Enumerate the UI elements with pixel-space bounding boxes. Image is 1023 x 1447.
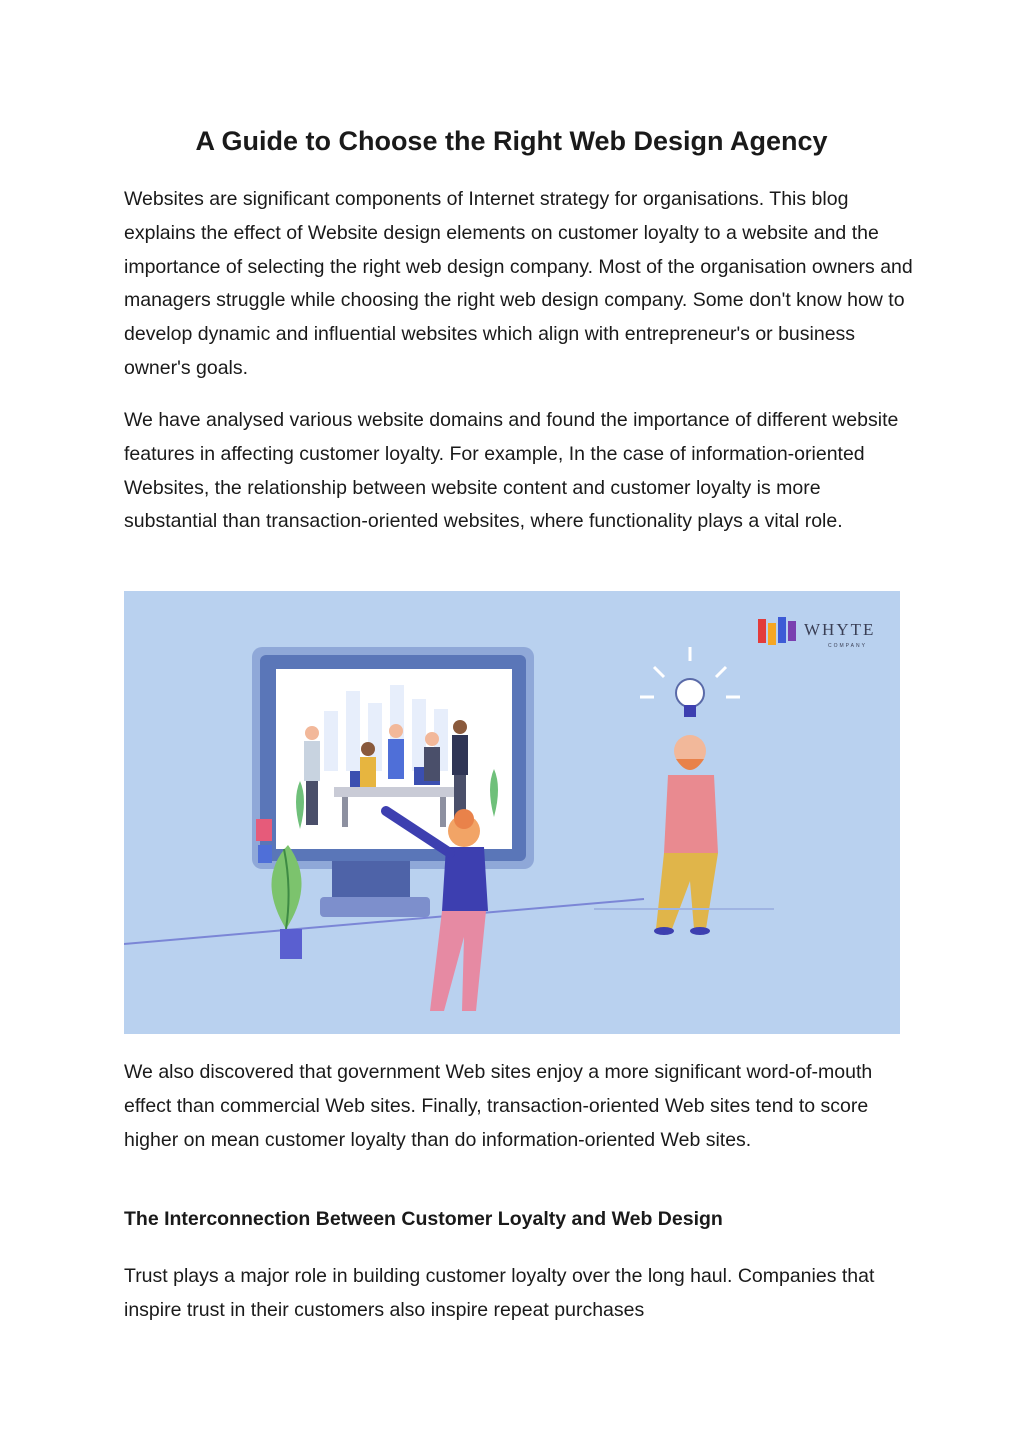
lightbulb-icon (640, 647, 740, 717)
findings-paragraph: We also discovered that government Web sites enjoy a more significant word-of-mouth effect than commercial Web sites. Finally, transaction-oriented Web sites tend to score higher on mean customer loyalty than do information-oriented Web sites. (124, 1061, 873, 1151)
intro-paragraph: Websites are significant components of Internet strategy for organisations. This blog explains the effect of Website design elements on customer loyalty to a website and the importance of selecting the right web design company. Most of the organisation owners and managers struggle while choosing the right web design company. Some don't know how to develop dynamic and influential websites which align with entrepreneur's or business owner's goals. (124, 188, 913, 379)
section-heading: The Interconnection Between Customer Loyalty and Web Design (124, 1208, 723, 1230)
logo-subtext: COMPANY (828, 643, 867, 649)
man-figure (594, 735, 774, 935)
analysis-paragraph: We have analysed various website domains and found the importance of different website features in affecting customer loyalty. For example, In the case of information-oriented Websites, the relationship between website content and customer loyalty is more substantial than transaction-oriented websites, where functionality plays a vital role. (124, 409, 899, 533)
section-paragraph: Trust plays a major role in building customer loyalty over the long haul. Companies that inspire trust in their customers also inspire repeat purchases (124, 1265, 875, 1321)
logo-text: WHYTE (804, 620, 876, 639)
page-title: A Guide to Choose the Right Web Design Agency (195, 126, 828, 156)
hero-illustration (124, 591, 900, 1034)
whyte-logo (758, 617, 875, 649)
